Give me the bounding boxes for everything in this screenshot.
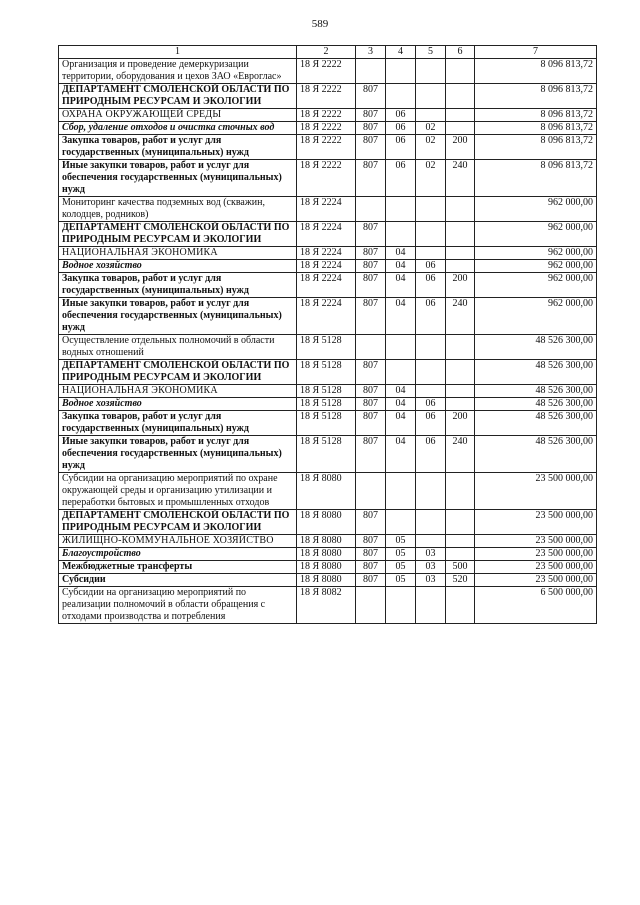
cell-name: Субсидии bbox=[59, 574, 297, 587]
table-row bbox=[59, 398, 597, 411]
cell-target-code: 18 Я 2224 bbox=[297, 298, 356, 335]
cell-amount: 962 000,00 bbox=[475, 222, 597, 247]
table-row bbox=[59, 385, 597, 398]
cell-section: 05 bbox=[386, 561, 416, 574]
cell-expense-type bbox=[446, 548, 475, 561]
cell-section bbox=[386, 197, 416, 222]
cell-admin-code: 807 bbox=[356, 548, 386, 561]
cell-subsection bbox=[416, 587, 446, 624]
cell-section bbox=[386, 587, 416, 624]
cell-admin-code: 807 bbox=[356, 222, 386, 247]
cell-subsection bbox=[416, 247, 446, 260]
table-row bbox=[59, 84, 597, 109]
cell-name: НАЦИОНАЛЬНАЯ ЭКОНОМИКА bbox=[59, 385, 297, 398]
cell-amount: 23 500 000,00 bbox=[475, 548, 597, 561]
cell-amount: 6 500 000,00 bbox=[475, 587, 597, 624]
cell-subsection: 06 bbox=[416, 411, 446, 436]
cell-admin-code: 807 bbox=[356, 398, 386, 411]
cell-section: 04 bbox=[386, 273, 416, 298]
cell-subsection: 06 bbox=[416, 398, 446, 411]
header-cell-pr: 5 bbox=[416, 46, 446, 59]
header-cell-vr: 6 bbox=[446, 46, 475, 59]
cell-amount: 8 096 813,72 bbox=[475, 84, 597, 109]
cell-admin-code: 807 bbox=[356, 109, 386, 122]
cell-expense-type bbox=[446, 197, 475, 222]
cell-admin-code bbox=[356, 473, 386, 510]
header-row bbox=[59, 46, 597, 59]
cell-target-code: 18 Я 2222 bbox=[297, 135, 356, 160]
cell-expense-type: 240 bbox=[446, 160, 475, 197]
cell-amount: 23 500 000,00 bbox=[475, 473, 597, 510]
cell-section: 04 bbox=[386, 398, 416, 411]
table-row bbox=[59, 160, 597, 197]
cell-target-code: 18 Я 8080 bbox=[297, 561, 356, 574]
cell-name: НАЦИОНАЛЬНАЯ ЭКОНОМИКА bbox=[59, 247, 297, 260]
table-body bbox=[59, 46, 597, 624]
cell-target-code: 18 Я 2224 bbox=[297, 222, 356, 247]
cell-amount: 48 526 300,00 bbox=[475, 411, 597, 436]
cell-amount: 8 096 813,72 bbox=[475, 122, 597, 135]
cell-expense-type: 520 bbox=[446, 574, 475, 587]
cell-amount: 962 000,00 bbox=[475, 260, 597, 273]
cell-amount: 962 000,00 bbox=[475, 197, 597, 222]
cell-subsection: 03 bbox=[416, 574, 446, 587]
cell-expense-type bbox=[446, 84, 475, 109]
cell-name: Осуществление отдельных полномочий в области водных отношений bbox=[59, 335, 297, 360]
cell-subsection bbox=[416, 360, 446, 385]
cell-subsection bbox=[416, 59, 446, 84]
cell-name: Закупка товаров, работ и услуг для государственных (муниципальных) нужд bbox=[59, 411, 297, 436]
cell-target-code: 18 Я 5128 bbox=[297, 335, 356, 360]
header-cell-rz: 4 bbox=[386, 46, 416, 59]
cell-name: Мониторинг качества подземных вод (скважин, колодцев, родников) bbox=[59, 197, 297, 222]
cell-amount: 48 526 300,00 bbox=[475, 385, 597, 398]
cell-subsection bbox=[416, 197, 446, 222]
cell-admin-code: 807 bbox=[356, 510, 386, 535]
table-row bbox=[59, 587, 597, 624]
cell-subsection bbox=[416, 335, 446, 360]
cell-expense-type bbox=[446, 247, 475, 260]
cell-target-code: 18 Я 8080 bbox=[297, 510, 356, 535]
cell-subsection: 06 bbox=[416, 436, 446, 473]
cell-name: Иные закупки товаров, работ и услуг для обеспечения государственных (муниципальных) нужд bbox=[59, 160, 297, 197]
cell-section bbox=[386, 59, 416, 84]
cell-amount: 962 000,00 bbox=[475, 298, 597, 335]
table-row bbox=[59, 561, 597, 574]
cell-name: ДЕПАРТАМЕНТ СМОЛЕНСКОЙ ОБЛАСТИ ПО ПРИРОДНЫМ РЕСУРСАМ И ЭКОЛОГИИ bbox=[59, 84, 297, 109]
cell-amount: 48 526 300,00 bbox=[475, 360, 597, 385]
cell-target-code: 18 Я 8080 bbox=[297, 548, 356, 561]
cell-subsection: 06 bbox=[416, 298, 446, 335]
cell-section: 06 bbox=[386, 109, 416, 122]
cell-admin-code: 807 bbox=[356, 160, 386, 197]
cell-section: 04 bbox=[386, 385, 416, 398]
cell-subsection: 03 bbox=[416, 561, 446, 574]
cell-expense-type bbox=[446, 222, 475, 247]
header-cell-code: 2 bbox=[297, 46, 356, 59]
cell-admin-code bbox=[356, 197, 386, 222]
cell-name: Организация и проведение демеркуризации территории, оборудования и цехов ЗАО «Евроглас» bbox=[59, 59, 297, 84]
table-row bbox=[59, 247, 597, 260]
cell-name: Водное хозяйство bbox=[59, 260, 297, 273]
cell-expense-type bbox=[446, 473, 475, 510]
cell-target-code: 18 Я 5128 bbox=[297, 385, 356, 398]
cell-name: ДЕПАРТАМЕНТ СМОЛЕНСКОЙ ОБЛАСТИ ПО ПРИРОДНЫМ РЕСУРСАМ И ЭКОЛОГИИ bbox=[59, 510, 297, 535]
cell-subsection bbox=[416, 84, 446, 109]
table-row bbox=[59, 335, 597, 360]
cell-section bbox=[386, 510, 416, 535]
table-row bbox=[59, 109, 597, 122]
table-row bbox=[59, 436, 597, 473]
cell-admin-code: 807 bbox=[356, 135, 386, 160]
cell-amount: 23 500 000,00 bbox=[475, 561, 597, 574]
cell-admin-code: 807 bbox=[356, 298, 386, 335]
cell-subsection: 02 bbox=[416, 135, 446, 160]
cell-target-code: 18 Я 2222 bbox=[297, 84, 356, 109]
cell-section: 04 bbox=[386, 411, 416, 436]
cell-target-code: 18 Я 5128 bbox=[297, 411, 356, 436]
cell-admin-code bbox=[356, 587, 386, 624]
cell-admin-code bbox=[356, 335, 386, 360]
cell-subsection bbox=[416, 109, 446, 122]
page-number: 589 bbox=[311, 18, 329, 30]
cell-expense-type: 200 bbox=[446, 135, 475, 160]
cell-admin-code: 807 bbox=[356, 122, 386, 135]
cell-subsection: 03 bbox=[416, 548, 446, 561]
cell-subsection bbox=[416, 535, 446, 548]
cell-expense-type: 240 bbox=[446, 436, 475, 473]
cell-expense-type bbox=[446, 587, 475, 624]
cell-subsection bbox=[416, 510, 446, 535]
cell-name: ДЕПАРТАМЕНТ СМОЛЕНСКОЙ ОБЛАСТИ ПО ПРИРОДНЫМ РЕСУРСАМ И ЭКОЛОГИИ bbox=[59, 360, 297, 385]
cell-expense-type: 500 bbox=[446, 561, 475, 574]
table-row bbox=[59, 411, 597, 436]
cell-section bbox=[386, 360, 416, 385]
cell-target-code: 18 Я 8080 bbox=[297, 535, 356, 548]
cell-name: ДЕПАРТАМЕНТ СМОЛЕНСКОЙ ОБЛАСТИ ПО ПРИРОДНЫМ РЕСУРСАМ И ЭКОЛОГИИ bbox=[59, 222, 297, 247]
table-row bbox=[59, 360, 597, 385]
cell-expense-type bbox=[446, 260, 475, 273]
cell-section: 05 bbox=[386, 574, 416, 587]
cell-admin-code: 807 bbox=[356, 436, 386, 473]
cell-name: Водное хозяйство bbox=[59, 398, 297, 411]
cell-name: Закупка товаров, работ и услуг для государственных (муниципальных) нужд bbox=[59, 135, 297, 160]
table-row bbox=[59, 222, 597, 247]
header-cell-gr: 3 bbox=[356, 46, 386, 59]
cell-admin-code: 807 bbox=[356, 574, 386, 587]
cell-section bbox=[386, 473, 416, 510]
table-row bbox=[59, 122, 597, 135]
cell-subsection bbox=[416, 473, 446, 510]
cell-target-code: 18 Я 5128 bbox=[297, 436, 356, 473]
table-row bbox=[59, 59, 597, 84]
cell-amount: 8 096 813,72 bbox=[475, 160, 597, 197]
cell-amount: 8 096 813,72 bbox=[475, 59, 597, 84]
cell-subsection: 02 bbox=[416, 160, 446, 197]
cell-target-code: 18 Я 2224 bbox=[297, 247, 356, 260]
cell-name: Иные закупки товаров, работ и услуг для обеспечения государственных (муниципальных) нужд bbox=[59, 436, 297, 473]
cell-admin-code: 807 bbox=[356, 360, 386, 385]
cell-subsection: 06 bbox=[416, 260, 446, 273]
cell-amount: 23 500 000,00 bbox=[475, 574, 597, 587]
header-cell-sum: 7 bbox=[475, 46, 597, 59]
cell-expense-type bbox=[446, 335, 475, 360]
cell-expense-type: 240 bbox=[446, 298, 475, 335]
cell-section bbox=[386, 84, 416, 109]
cell-amount: 8 096 813,72 bbox=[475, 135, 597, 160]
cell-amount: 48 526 300,00 bbox=[475, 335, 597, 360]
cell-name: ОХРАНА ОКРУЖАЮЩЕЙ СРЕДЫ bbox=[59, 109, 297, 122]
table-row bbox=[59, 260, 597, 273]
cell-name: Иные закупки товаров, работ и услуг для обеспечения государственных (муниципальных) нужд bbox=[59, 298, 297, 335]
cell-target-code: 18 Я 2224 bbox=[297, 197, 356, 222]
table-row bbox=[59, 535, 597, 548]
cell-section: 04 bbox=[386, 247, 416, 260]
cell-section: 06 bbox=[386, 135, 416, 160]
cell-amount: 23 500 000,00 bbox=[475, 535, 597, 548]
cell-name: Сбор, удаление отходов и очистка сточных вод bbox=[59, 122, 297, 135]
budget-table bbox=[58, 45, 597, 624]
cell-name: ЖИЛИЩНО-КОММУНАЛЬНОЕ ХОЗЯЙСТВО bbox=[59, 535, 297, 548]
cell-target-code: 18 Я 2222 bbox=[297, 160, 356, 197]
cell-section: 05 bbox=[386, 548, 416, 561]
table-row bbox=[59, 135, 597, 160]
cell-name: Закупка товаров, работ и услуг для государственных (муниципальных) нужд bbox=[59, 273, 297, 298]
cell-subsection: 06 bbox=[416, 273, 446, 298]
cell-admin-code: 807 bbox=[356, 260, 386, 273]
cell-admin-code bbox=[356, 59, 386, 84]
table-row bbox=[59, 197, 597, 222]
cell-amount: 962 000,00 bbox=[475, 247, 597, 260]
cell-target-code: 18 Я 8080 bbox=[297, 574, 356, 587]
table-row bbox=[59, 574, 597, 587]
cell-admin-code: 807 bbox=[356, 411, 386, 436]
table-row bbox=[59, 510, 597, 535]
cell-expense-type bbox=[446, 360, 475, 385]
cell-admin-code: 807 bbox=[356, 561, 386, 574]
cell-admin-code: 807 bbox=[356, 535, 386, 548]
cell-target-code: 18 Я 5128 bbox=[297, 398, 356, 411]
cell-expense-type bbox=[446, 59, 475, 84]
cell-section: 06 bbox=[386, 122, 416, 135]
cell-name: Субсидии на организацию мероприятий по реализации полномочий в области обращения с отходами производства и потребления bbox=[59, 587, 297, 624]
table-row bbox=[59, 298, 597, 335]
cell-subsection bbox=[416, 385, 446, 398]
cell-subsection bbox=[416, 222, 446, 247]
cell-section: 06 bbox=[386, 160, 416, 197]
cell-name: Межбюджетные трансферты bbox=[59, 561, 297, 574]
cell-subsection: 02 bbox=[416, 122, 446, 135]
cell-expense-type bbox=[446, 385, 475, 398]
cell-amount: 48 526 300,00 bbox=[475, 398, 597, 411]
cell-section: 04 bbox=[386, 298, 416, 335]
cell-section bbox=[386, 335, 416, 360]
cell-expense-type bbox=[446, 535, 475, 548]
cell-admin-code: 807 bbox=[356, 247, 386, 260]
cell-amount: 8 096 813,72 bbox=[475, 109, 597, 122]
cell-target-code: 18 Я 8082 bbox=[297, 587, 356, 624]
table-row bbox=[59, 273, 597, 298]
cell-amount: 962 000,00 bbox=[475, 273, 597, 298]
cell-expense-type bbox=[446, 398, 475, 411]
cell-section: 04 bbox=[386, 436, 416, 473]
cell-amount: 23 500 000,00 bbox=[475, 510, 597, 535]
cell-target-code: 18 Я 2224 bbox=[297, 273, 356, 298]
cell-target-code: 18 Я 5128 bbox=[297, 360, 356, 385]
cell-name: Благоустройство bbox=[59, 548, 297, 561]
cell-expense-type: 200 bbox=[446, 273, 475, 298]
cell-section: 05 bbox=[386, 535, 416, 548]
cell-target-code: 18 Я 8080 bbox=[297, 473, 356, 510]
cell-admin-code: 807 bbox=[356, 84, 386, 109]
cell-name: Субсидии на организацию мероприятий по охране окружающей среды и организацию утилизации и переработки бытовых и промышленных отходов bbox=[59, 473, 297, 510]
cell-expense-type: 200 bbox=[446, 411, 475, 436]
cell-amount: 48 526 300,00 bbox=[475, 436, 597, 473]
cell-target-code: 18 Я 2222 bbox=[297, 109, 356, 122]
cell-section bbox=[386, 222, 416, 247]
cell-expense-type bbox=[446, 109, 475, 122]
cell-section: 04 bbox=[386, 260, 416, 273]
cell-admin-code: 807 bbox=[356, 385, 386, 398]
cell-expense-type bbox=[446, 122, 475, 135]
table-row bbox=[59, 548, 597, 561]
cell-expense-type bbox=[446, 510, 475, 535]
cell-admin-code: 807 bbox=[356, 273, 386, 298]
cell-target-code: 18 Я 2222 bbox=[297, 59, 356, 84]
table-row bbox=[59, 473, 597, 510]
header-cell-name: 1 bbox=[59, 46, 297, 59]
cell-target-code: 18 Я 2222 bbox=[297, 122, 356, 135]
cell-target-code: 18 Я 2224 bbox=[297, 260, 356, 273]
